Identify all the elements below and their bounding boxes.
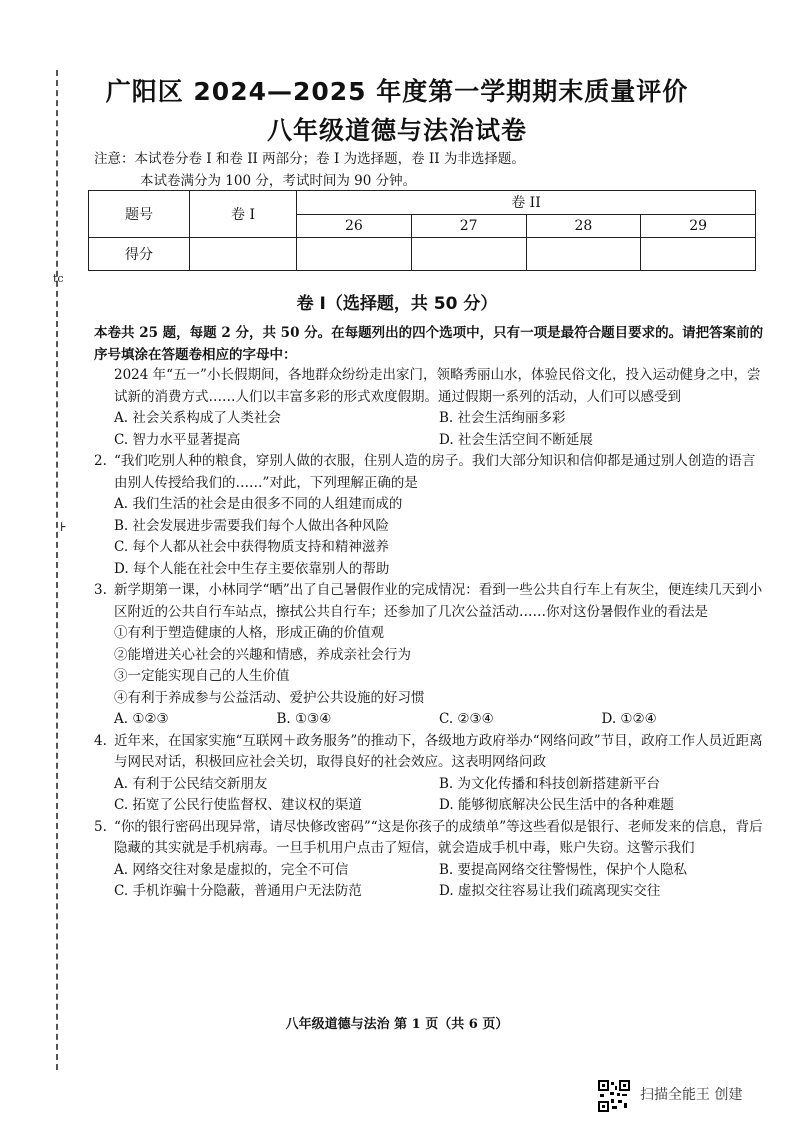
header-part2: 卷 II bbox=[297, 191, 756, 215]
section-heading: 卷 I（选择题，共 50 分） bbox=[296, 294, 498, 314]
note-line-1: 注意：本试卷分卷 I 和卷 II 两部分；卷 I 为选择题，卷 II 为非选择题。 bbox=[94, 151, 525, 167]
option-b: B. 社会发展进步需要我们每个人做出各种风险 bbox=[114, 517, 390, 534]
question-stem: 近年来，在国家实施“互联网＋政务服务”的推动下，各级地方政府举办“网络问政”节目，政府工作人员近距离与网民对话，积极回应社会关切，取得良好的社会效应。这表明网络问政 bbox=[114, 732, 763, 770]
binding-line bbox=[56, 70, 58, 1070]
question-number: 2. bbox=[94, 453, 107, 469]
question-5 bbox=[94, 817, 764, 903]
option-a: A. 社会关系构成了人类社会 bbox=[114, 410, 281, 426]
score-cell-29[interactable] bbox=[641, 238, 756, 271]
option-d: D. 虚拟交往容易让我们疏离现实交往 bbox=[439, 883, 661, 899]
option-c: C. 拓宽了公民行使监督权、建议权的渠道 bbox=[114, 797, 362, 813]
option-c: C. ②③④ bbox=[439, 711, 494, 727]
subcol-28: 28 bbox=[526, 214, 641, 238]
score-cell-27[interactable] bbox=[411, 238, 526, 271]
question-stem: 2024 年“五一”小长假期间，各地群众纷纷走出家门，领略秀丽山水，体验民俗文化，投入运动健身之中，尝试新的消费方式……人们以丰富多彩的形式欢度假期。通过假期一系列的活动，人们可以感受到 bbox=[114, 367, 761, 405]
subcol-27: 27 bbox=[411, 214, 526, 238]
score-table bbox=[88, 190, 756, 271]
option-c: C. 手机诈骗十分隐蔽，普通用户无法防范 bbox=[114, 883, 362, 899]
page-footer: 八年级道德与法治 第 1 页（共 6 页） bbox=[285, 1017, 509, 1032]
statement-2: ②能增进关心社会的兴趣和情感，养成亲社会行为 bbox=[114, 646, 411, 663]
note-line-2: 本试卷满分为 100 分，考试时间为 90 分钟。 bbox=[140, 173, 417, 189]
option-c: C. 智力水平显著提高 bbox=[114, 431, 241, 448]
option-a: A. 有利于公民结交新朋友 bbox=[114, 775, 268, 792]
option-b: B. ①③④ bbox=[276, 711, 332, 727]
option-b: B. 社会生活绚丽多彩 bbox=[439, 410, 566, 426]
section-instructions: 本卷共 25 题，每题 2 分，共 50 分。在每题列出的四个选项中，只有一项是最符合题目要求的。请把答案前的序号填涂在答题卷相应的字母中： bbox=[94, 325, 764, 363]
score-cell-28[interactable] bbox=[526, 238, 641, 271]
question-number: 4. bbox=[94, 732, 107, 749]
option-d: D. 能够彻底解决公民生活中的各种难题 bbox=[439, 797, 674, 813]
option-a: A. 网络交往对象是虚拟的，完全不可信 bbox=[114, 861, 349, 878]
header-part1: 卷 I bbox=[190, 191, 297, 238]
exam-subtitle: 八年级道德与法治试卷 bbox=[266, 116, 527, 145]
option-d: D. 每个人能在社会中生存主要依靠别人的帮助 bbox=[114, 560, 390, 577]
score-cell-26[interactable] bbox=[297, 238, 412, 271]
question-stem: “你的银行密码出现异常，请尽快修改密码”“这是你孩子的成绩单”等这些看似是银行、老师发来的信息，背后隐藏的其实就是手机病毒。一旦手机用户点击了短信，就会造成手机中毒，账户失窃。这警示我们 bbox=[114, 818, 763, 856]
margin-tick: ⊦ bbox=[60, 520, 67, 534]
questions-area bbox=[94, 365, 764, 903]
exam-title: 广阳区 2024—2025 年度第一学期期末质量评价 bbox=[105, 77, 689, 106]
subcol-26: 26 bbox=[297, 214, 412, 238]
statement-3: ③一定能实现自己的人生价值 bbox=[114, 668, 290, 684]
subcol-29: 29 bbox=[641, 214, 756, 238]
scanner-watermark: 扫描全能王 创建 bbox=[640, 1087, 743, 1103]
question-3 bbox=[94, 580, 764, 731]
option-d: D. 社会生活空间不断延展 bbox=[439, 431, 593, 448]
question-number: 3. bbox=[94, 582, 107, 598]
option-a: A. ①②③ bbox=[114, 711, 169, 727]
option-b: B. 要提高网络交往警惕性，保护个人隐私 bbox=[439, 861, 688, 878]
row-score-label: 得分 bbox=[89, 238, 190, 271]
binding-mark: tc bbox=[53, 272, 64, 285]
option-a: A. 我们生活的社会是由很多不同的人组建而成的 bbox=[114, 496, 403, 512]
question-stem: 新学期第一课，小林同学“晒”出了自己暑假作业的完成情况：看到一些公共自行车上有灰尘，便连续几天到小区附近的公共自行车站点，擦拭公共自行车；还参加了几次公益活动……你对这份暑假作业的看法是 bbox=[114, 582, 763, 620]
question-number: 5. bbox=[94, 818, 107, 835]
option-c: C. 每个人都从社会中获得物质支持和精神滋养 bbox=[114, 539, 389, 555]
question-4 bbox=[94, 731, 764, 817]
header-question: 题号 bbox=[89, 191, 190, 238]
question-stem: “我们吃别人种的粮食，穿别人做的衣服，住别人造的房子。我们大部分知识和信仰都是通过别人创造的语言由别人传授给我们的……”对此，下列理解正确的是 bbox=[114, 453, 756, 491]
score-cell-part1[interactable] bbox=[190, 238, 297, 271]
option-d: D. ①②④ bbox=[601, 711, 657, 727]
question-1 bbox=[94, 365, 764, 451]
qr-code-icon bbox=[598, 1080, 630, 1112]
question-2 bbox=[94, 451, 764, 580]
option-b: B. 为文化传播和科技创新搭建新平台 bbox=[439, 775, 661, 792]
statement-4: ④有利于养成参与公益活动、爱护公共设施的好习惯 bbox=[114, 689, 425, 706]
statement-1: ①有利于塑造健康的人格，形成正确的价值观 bbox=[114, 625, 384, 641]
